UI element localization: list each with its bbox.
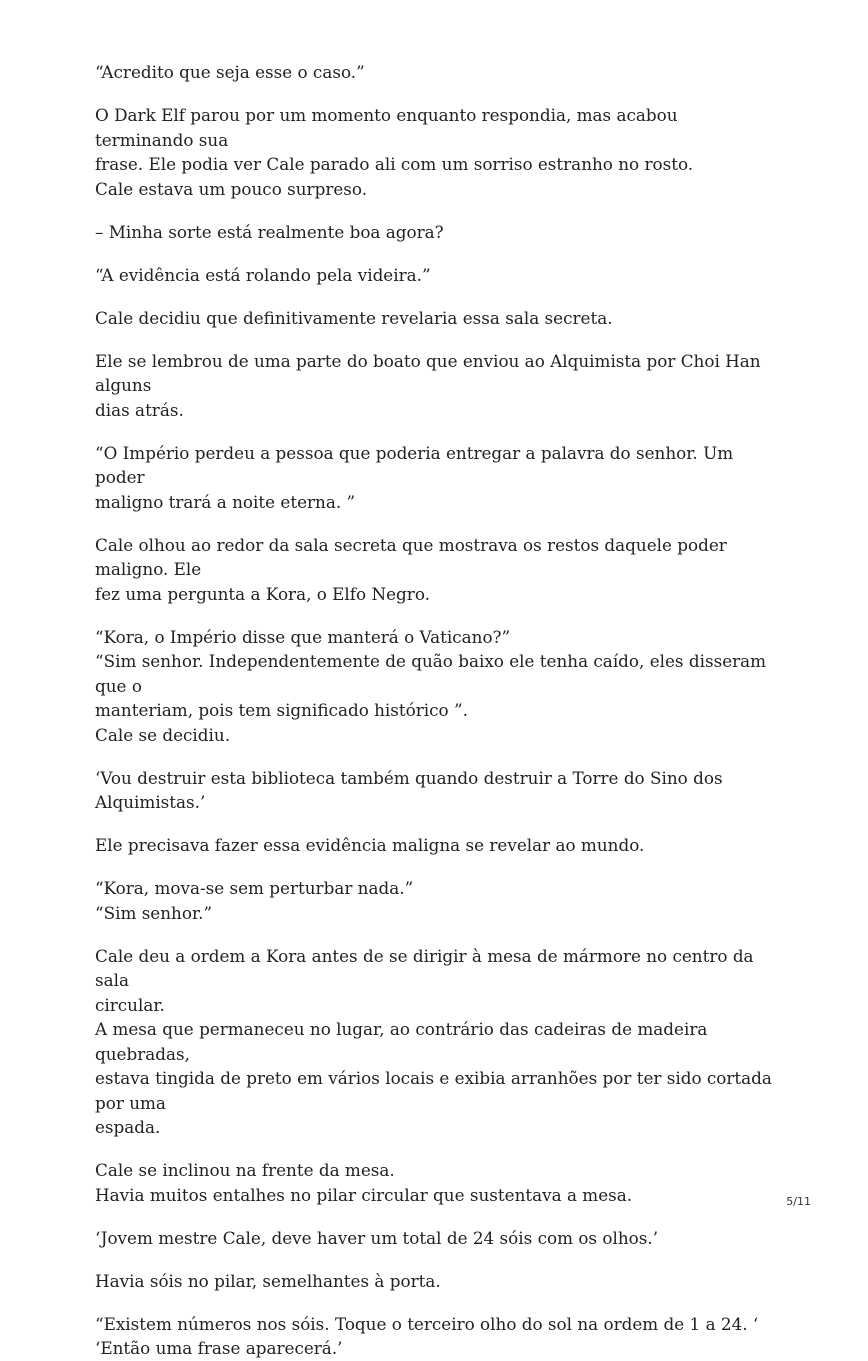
text-line: A mesa que permaneceu no lugar, ao contrário das cadeiras de madeira quebradas,: [95, 1019, 708, 1064]
text-line: “O Império perdeu a pessoa que poderia entregar a palavra do senhor. Um poder: [95, 442, 734, 487]
text-line: “Kora, mova-se sem perturbar nada.”: [95, 878, 414, 898]
paragraph: [95, 103, 778, 201]
text-line: “A evidência está rolando pela videira.”: [95, 264, 431, 285]
text-line: Cale se decidiu.: [95, 724, 231, 745]
paragraph: [95, 833, 778, 858]
text-line: fez uma pergunta a Kora, o Elfo Negro.: [95, 583, 430, 604]
text-line: circular.: [95, 994, 165, 1015]
paragraph: [95, 625, 778, 748]
text-line: – Minha sorte está realmente boa agora?: [95, 221, 444, 242]
paragraph: [95, 349, 778, 423]
text-line: ‘Jovem mestre Cale, deve haver um total de 24 sóis com os olhos.’: [95, 1227, 659, 1248]
paragraph: [95, 220, 778, 245]
text-line: “Sim senhor. Independentemente de quão baixo ele tenha caído, eles disseram que o: [95, 651, 767, 696]
text-line: dias atrás.: [95, 399, 184, 420]
paragraph: [95, 944, 778, 1140]
text-line: maligno trará a noite eterna. ”: [95, 491, 356, 512]
text-line: Cale se inclinou na frente da mesa.: [95, 1160, 395, 1180]
paragraph: [95, 306, 778, 331]
text-line: Cale olhou ao redor da sala secreta que mostrava os restos daquele poder maligno. Ele: [95, 534, 727, 579]
body-text: [95, 60, 778, 1361]
text-line: Havia muitos entalhes no pilar circular que sustentava a mesa.: [95, 1184, 633, 1205]
paragraph: [95, 533, 778, 607]
text-line: O Dark Elf parou por um momento enquanto respondia, mas acabou terminando sua: [95, 105, 678, 150]
text-line: espada.: [95, 1117, 161, 1137]
paragraph: [95, 1226, 778, 1251]
text-line: “Acredito que seja esse o caso.”: [95, 62, 365, 82]
page-number: 5/11: [786, 1195, 811, 1208]
paragraph: [95, 876, 778, 925]
text-line: Cale deu a ordem a Kora antes de se dirigir à mesa de mármore no centro da sala: [95, 945, 754, 990]
text-line: Ele se lembrou de uma parte do boato que enviou ao Alquimista por Choi Han alguns: [95, 350, 761, 395]
text-line: ‘Então uma frase aparecerá.’: [95, 1338, 343, 1358]
text-line: Havia sóis no pilar, semelhantes à porta.: [95, 1270, 441, 1291]
paragraph: [95, 263, 778, 288]
paragraph: [95, 1269, 778, 1294]
paragraph: [95, 1158, 778, 1207]
text-line: Cale decidiu que definitivamente revelaria essa sala secreta.: [95, 307, 613, 328]
text-line: Ele precisava fazer essa evidência maligna se revelar ao mundo.: [95, 835, 645, 855]
paragraph: [95, 441, 778, 515]
paragraph: [95, 60, 778, 85]
text-line: manteriam, pois tem significado histórico ”.: [95, 700, 468, 720]
text-line: “Kora, o Império disse que manterá o Vaticano?”: [95, 626, 511, 647]
paragraph: [95, 766, 778, 815]
text-line: “Sim senhor.”: [95, 902, 213, 923]
text-line: Cale estava um pouco surpreso.: [95, 178, 368, 199]
paragraph: [95, 1312, 778, 1361]
text-line: “Existem números nos sóis. Toque o terceiro olho do sol na ordem de 1 a 24. ‘: [95, 1313, 759, 1334]
text-line: ‘Vou destruir esta biblioteca também quando destruir a Torre do Sino dos Alquimistas.’: [95, 767, 723, 812]
text-line: estava tingida de preto em vários locais e exibia arranhões por ter sido cortada por uma: [95, 1068, 772, 1113]
text-line: frase. Ele podia ver Cale parado ali com um sorriso estranho no rosto.: [95, 154, 694, 174]
